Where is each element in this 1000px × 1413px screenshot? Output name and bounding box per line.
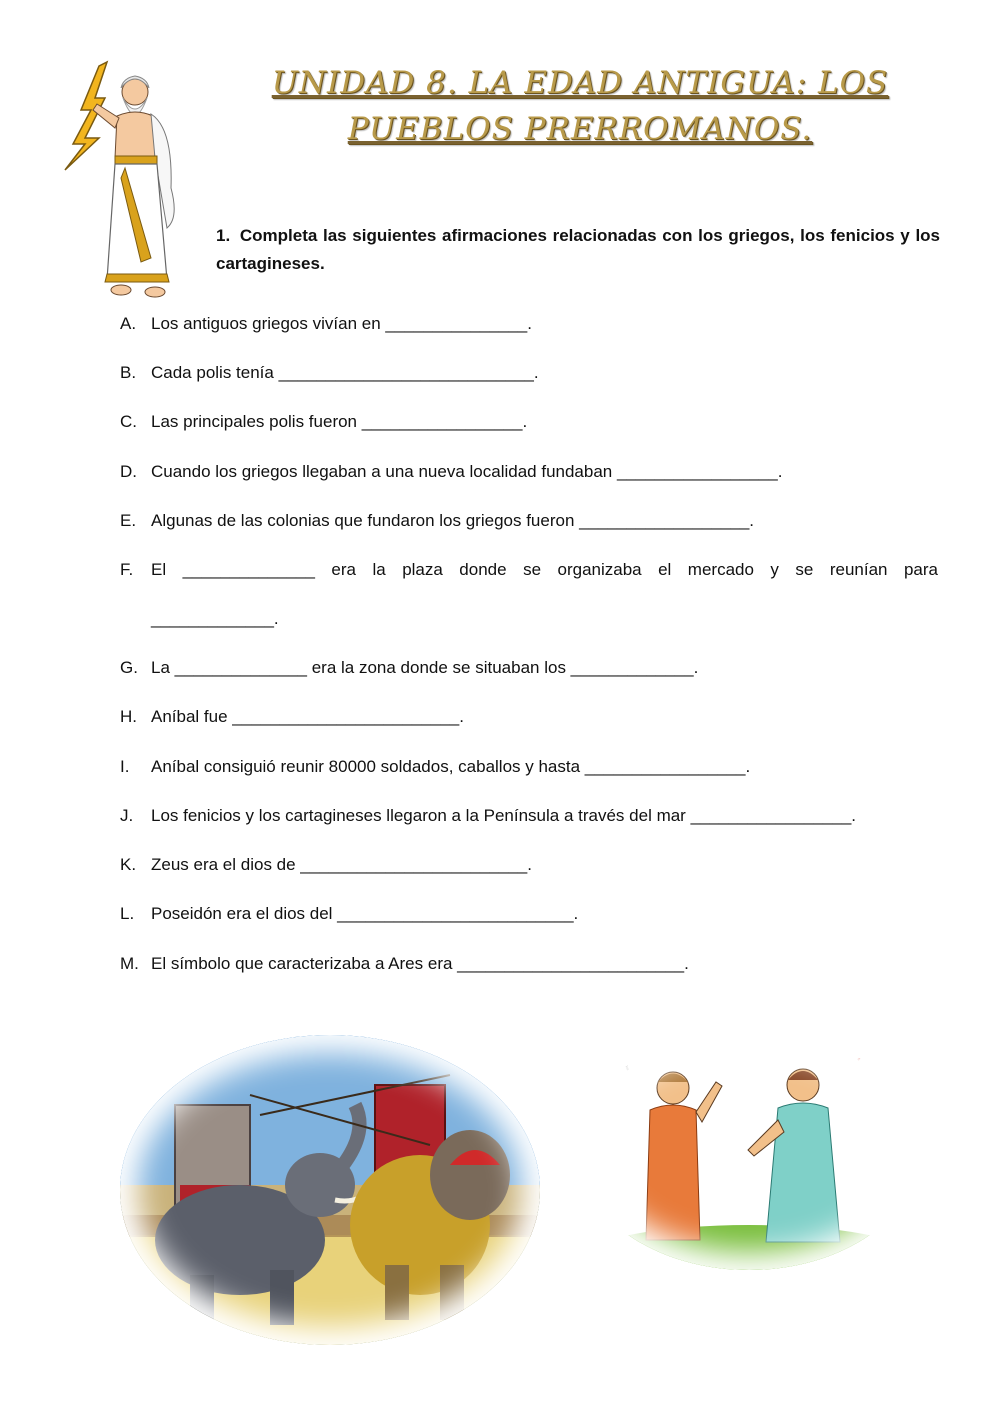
item-text: Aníbal fue ________________________. bbox=[151, 707, 464, 726]
item-text: Las principales polis fueron _________________. bbox=[151, 412, 528, 431]
item-text: Cuando los griegos llegaban a una nueva localidad fundaban _________________. bbox=[151, 462, 783, 481]
page-title bbox=[270, 60, 890, 152]
item-text: Los antiguos griegos vivían en _______________. bbox=[151, 314, 532, 333]
item-text: Aníbal consiguió reunir 80000 soldados, caballos y hasta _________________. bbox=[151, 757, 751, 776]
item-text: Algunas de las colonias que fundaron los griegos fueron __________________. bbox=[151, 511, 755, 530]
item-letter: H. bbox=[120, 707, 137, 726]
item-letter: I. bbox=[120, 757, 130, 776]
item-letter: E. bbox=[120, 511, 137, 530]
exercise-instruction-text: Completa las siguientes afirmaciones relacionadas con los griegos, los fenicios y los cartagineses. bbox=[216, 226, 941, 273]
greek-citizens-image bbox=[578, 1030, 920, 1270]
item-letter: B. bbox=[120, 363, 137, 382]
item-text: Los fenicios y los cartagineses llegaron a la Península a través del mar _________________. bbox=[151, 806, 857, 825]
item-text: El símbolo que caracterizaba a Ares era ________________________. bbox=[151, 954, 689, 973]
item-text: El ______________ era la plaza donde se organizaba el mercado y se reunían para bbox=[151, 560, 938, 579]
exercise-number: 1. bbox=[216, 226, 231, 245]
item-text: Cada polis tenía ___________________________. bbox=[151, 363, 539, 382]
item-letter: K. bbox=[120, 855, 137, 874]
item-letter: G. bbox=[120, 658, 138, 677]
zeus-illustration bbox=[55, 58, 215, 308]
war-elephants-image bbox=[120, 1035, 540, 1345]
item-letter: C. bbox=[120, 412, 137, 431]
item-text-continuation: _____________. bbox=[151, 609, 279, 628]
item-letter: F. bbox=[120, 560, 134, 579]
item-letter: M. bbox=[120, 954, 139, 973]
item-text: Zeus era el dios de ________________________. bbox=[151, 855, 532, 874]
item-letter: J. bbox=[120, 806, 134, 825]
exercise-instruction bbox=[216, 222, 940, 278]
item-letter: D. bbox=[120, 462, 137, 481]
item-letter: A. bbox=[120, 314, 137, 333]
page-title-line-1: UNIDAD 8. LA EDAD ANTIGUA: LOS bbox=[271, 65, 889, 101]
page-title-line-2: PUEBLOS PRERROMANOS. bbox=[347, 111, 813, 147]
item-text: Poseidón era el dios del _________________________. bbox=[151, 904, 579, 923]
item-text: La ______________ era la zona donde se situaban los _____________. bbox=[151, 658, 699, 677]
item-letter: L. bbox=[120, 904, 135, 923]
